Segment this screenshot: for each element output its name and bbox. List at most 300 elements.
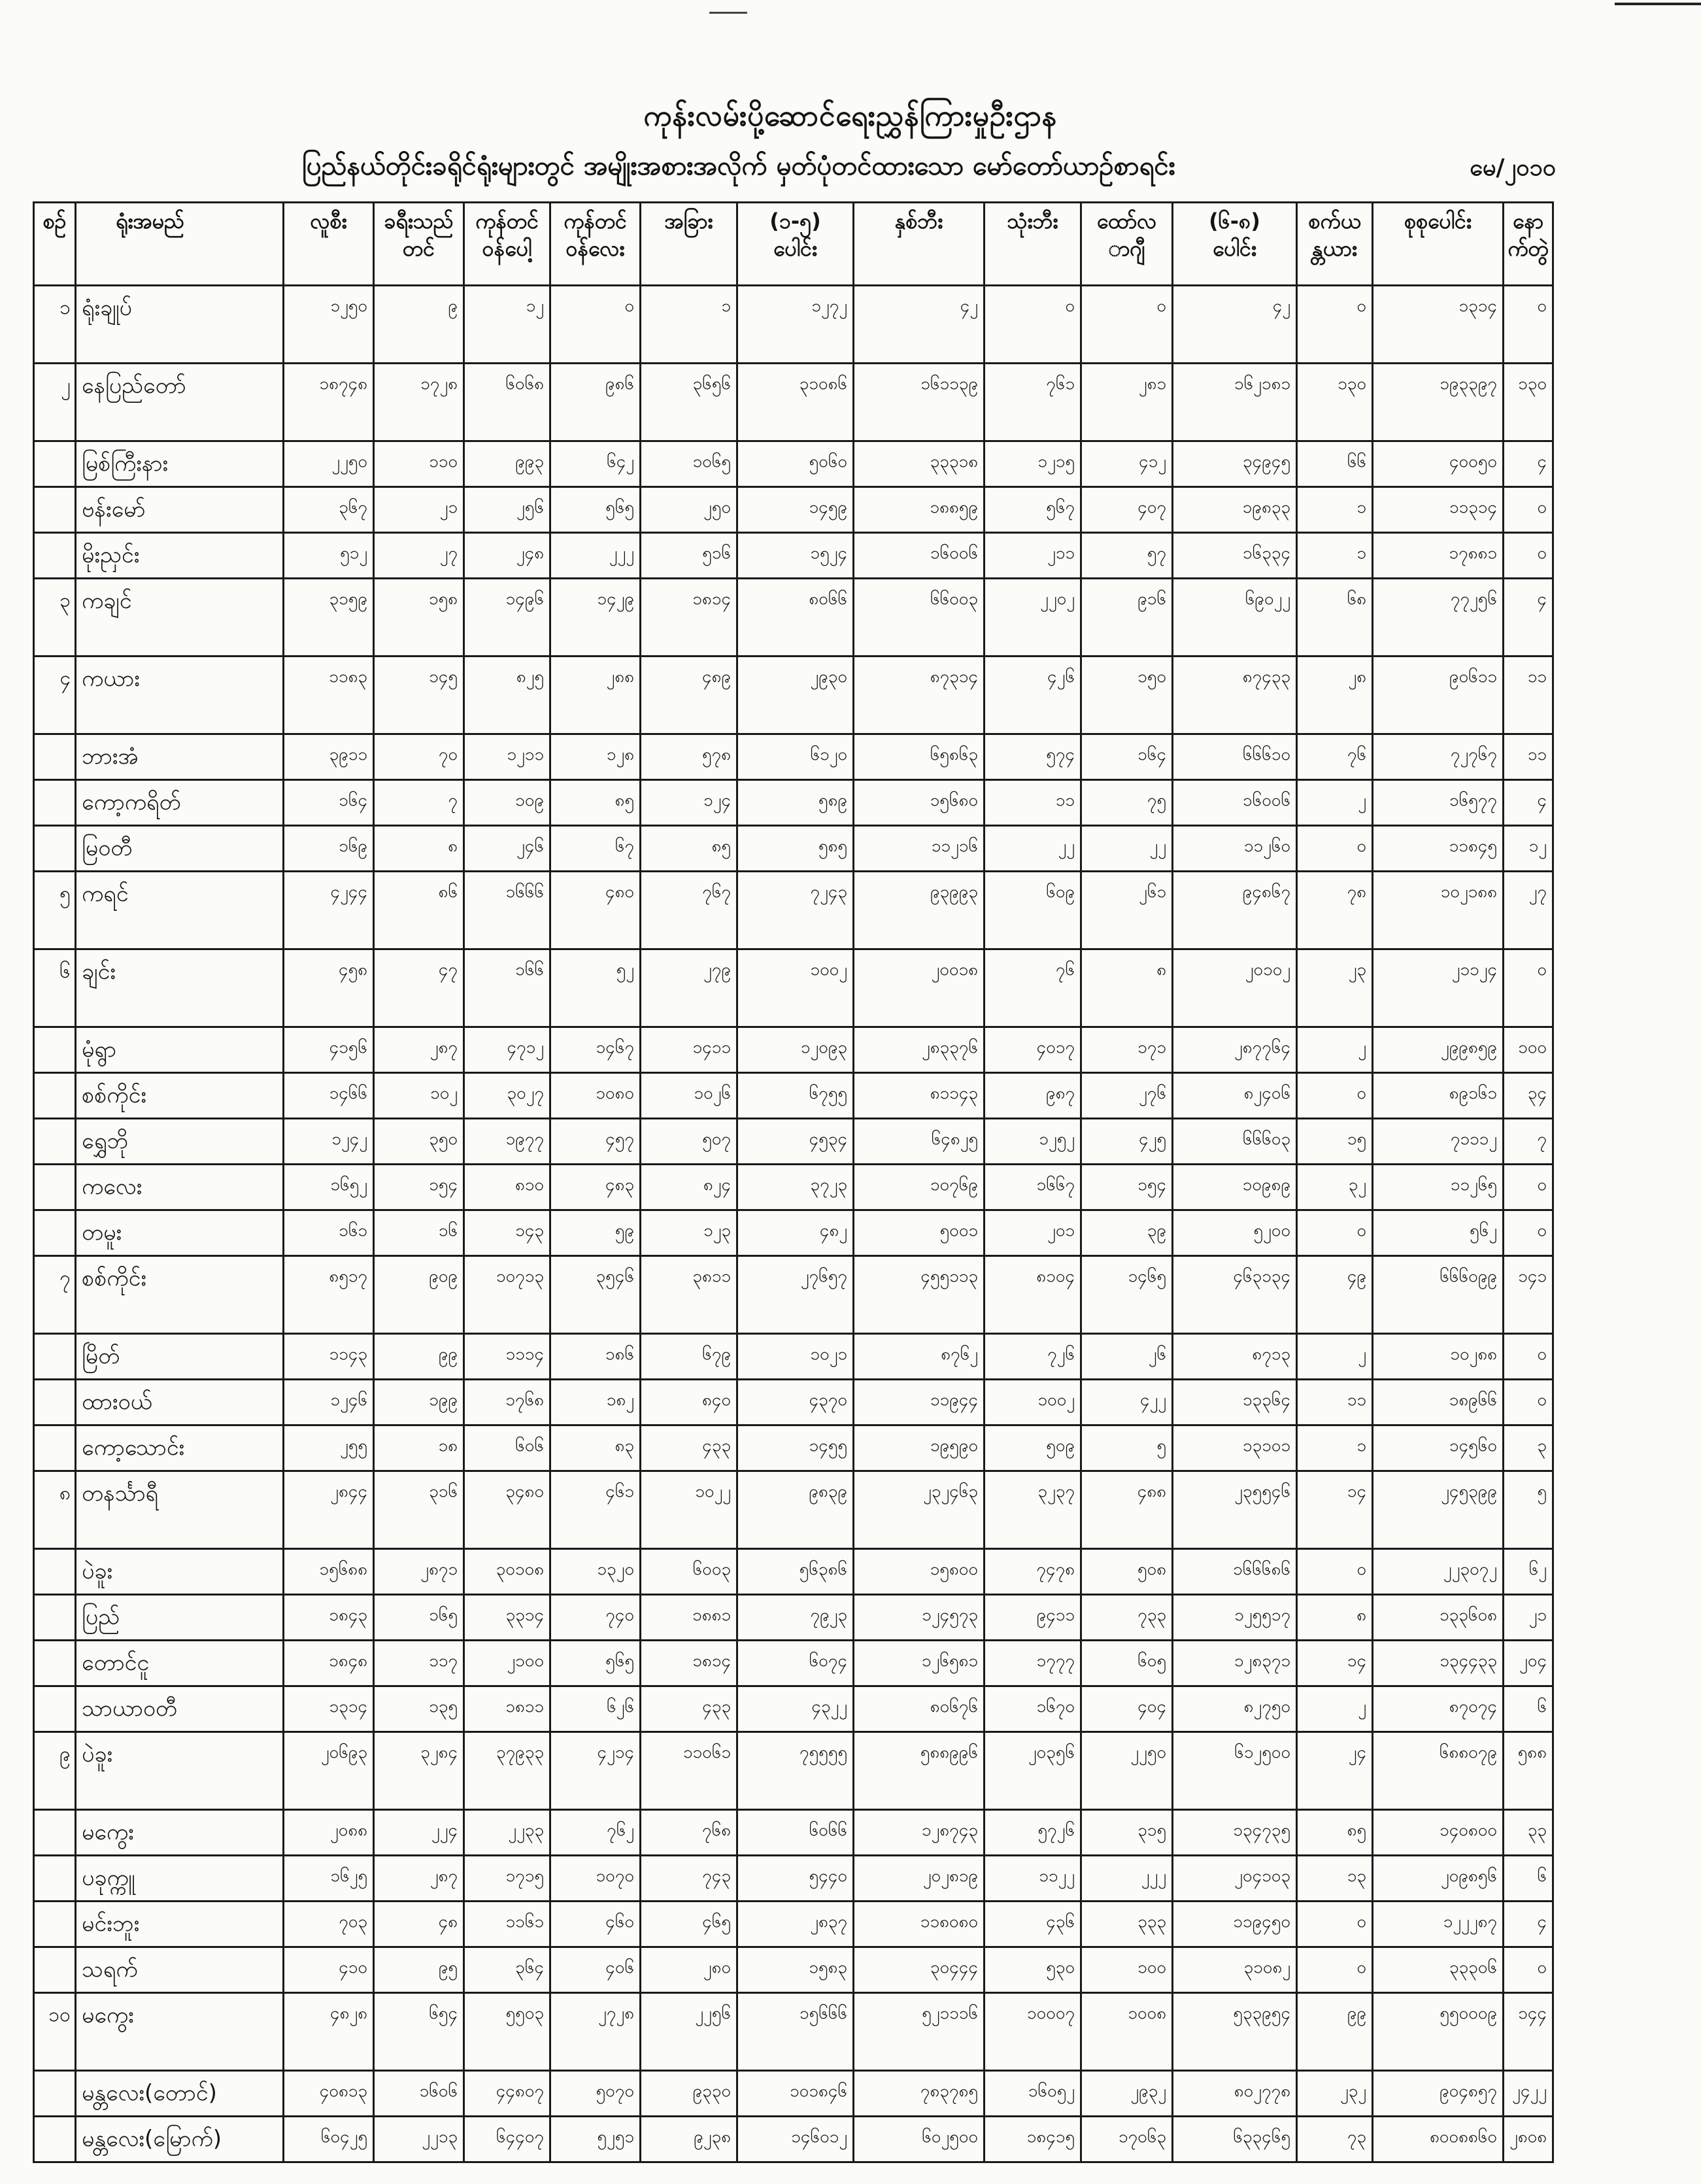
table-cell: ၃၆၇ [284, 487, 374, 533]
table-cell: ၁၁ [1297, 1380, 1373, 1425]
table-cell: ၂၁ [374, 487, 464, 533]
table-cell: ၁၀၀၀၇ [985, 1993, 1081, 2071]
table-cell: ၅၅၀၃ [464, 1993, 550, 2071]
office-name-cell: ပဲခူး [76, 1732, 284, 1810]
table-cell: ၁၀၀၂ [985, 1380, 1081, 1425]
table-cell: ၂၆၁ [1081, 872, 1173, 949]
table-cell: ၁၅၆၈၈ [284, 1549, 374, 1595]
table-cell: ၂၂ [985, 826, 1081, 872]
table-row [34, 734, 1553, 780]
table-cell: ၉၉၃ [464, 441, 550, 487]
table-cell: ၁၂၁၁ [464, 734, 550, 780]
table-cell: ၈၅ [641, 826, 737, 872]
table-cell: ၇၃၃ [1081, 1595, 1173, 1641]
table-row [34, 1549, 1553, 1595]
row-number-cell: ၄ [34, 657, 76, 734]
table-cell: ၁၁၃၁၄ [1373, 487, 1504, 533]
table-cell: ၇ [374, 780, 464, 826]
scan-mark [709, 12, 747, 14]
table-cell: ၁၆၉ [284, 826, 374, 872]
table-cell: ၂၂၀၂ [985, 579, 1081, 657]
row-number-cell: ၃ [34, 579, 76, 657]
table-cell: ၆၁၂၀ [737, 734, 854, 780]
table-cell: ၁၀၂၆ [641, 1073, 737, 1119]
office-name-cell: မိုးညှင်း [76, 533, 284, 579]
table-cell: ၁၁၂၁၆ [854, 826, 985, 872]
table-cell: ၃၅၄၆ [550, 1256, 641, 1334]
table-cell: ၂၈၇၁ [374, 1549, 464, 1595]
row-number-cell: ၆ [34, 949, 76, 1027]
table-cell: ၆၆၆၀၃ [1173, 1119, 1297, 1165]
table-cell: ၅၂ [550, 949, 641, 1027]
table-cell: ၀ [985, 286, 1081, 364]
table-body [34, 286, 1553, 2162]
table-cell: ၁၆၆၆ [464, 872, 550, 949]
table-cell: ၁၁ [985, 780, 1081, 826]
table-cell: ၄ [1504, 579, 1553, 657]
table-row [34, 1334, 1553, 1380]
table-cell: ၉၃၃၀ [641, 2071, 737, 2117]
table-cell: ၅ [1081, 1425, 1173, 1471]
row-number-cell [34, 441, 76, 487]
row-number-cell [34, 1595, 76, 1641]
header-cell [1504, 203, 1553, 286]
header-line-1: ရုံးအမည် [116, 209, 185, 233]
table-cell: ၁၅ [1297, 1119, 1373, 1165]
table-cell: ၂၉၃၀ [737, 657, 854, 734]
table-cell: ၆၆၆၀၉၉ [1373, 1256, 1504, 1334]
table-cell: ၂၂၃၀၇၂ [1373, 1549, 1504, 1595]
table-cell: ၈၇၃၁၄ [854, 657, 985, 734]
table-row [34, 1902, 1553, 1947]
table-cell: ၄ [1504, 441, 1553, 487]
table-cell: ၀ [1297, 1549, 1373, 1595]
table-cell: ၁၀၀ [1504, 1027, 1553, 1073]
table-cell: ၉၈၇ [985, 1073, 1081, 1119]
table-cell: ၉ [374, 286, 464, 364]
table-cell: ၁၃၂၀ [550, 1549, 641, 1595]
table-cell: ၁၃၃၆၄ [1173, 1380, 1297, 1425]
table-cell: ၁၃ [1297, 1856, 1373, 1902]
table-cell: ၅၇ [1081, 533, 1173, 579]
table-cell: ၁၃၀ [1297, 364, 1373, 441]
table-cell: ၂၄၆ [464, 826, 550, 872]
table-cell: ၄၁၅၆ [284, 1027, 374, 1073]
table-cell: ၃၃၃ [1081, 1902, 1173, 1947]
table-cell: ၁၀၀၈ [1081, 1993, 1173, 2071]
table-cell: ၀ [1504, 487, 1553, 533]
table-cell: ၄၂၂ [1081, 1380, 1173, 1425]
table-cell: ၅၆၇ [985, 487, 1081, 533]
row-number-cell [34, 1902, 76, 1947]
table-cell: ၂၄၅၃၉၉ [1373, 1471, 1504, 1549]
table-cell: ၁၄၁ [1504, 1256, 1553, 1334]
table-cell: ၇၈ [1297, 872, 1373, 949]
header-cell [1373, 203, 1504, 286]
table-cell: ၂၄၂၂ [1504, 2071, 1553, 2117]
table-cell: ၆၀၆၈ [464, 364, 550, 441]
table-cell: ၁၆၇၀ [985, 1686, 1081, 1732]
table-cell: ၅၄၄၀ [737, 1856, 854, 1902]
table-cell: ၉၄၈၆၇ [1173, 872, 1297, 949]
table-cell: ၉၃၉၉၃ [854, 872, 985, 949]
table-cell: ၁၆၄ [284, 780, 374, 826]
table-cell: ၁၂၀၉၃ [737, 1027, 854, 1073]
table-cell: ၃၁၅ [1081, 1810, 1173, 1856]
table-cell: ၁၈၉၆၆ [1373, 1380, 1504, 1425]
row-number-cell: ၅ [34, 872, 76, 949]
table-cell: ၅၃၃၉၅၄ [1173, 1993, 1297, 2071]
office-name-cell: မင်းဘူး [76, 1902, 284, 1947]
table-cell: ၁၁၁၄ [464, 1334, 550, 1380]
table-cell: ၁၂၄၆ [284, 1380, 374, 1425]
table-cell: ၁၄၆၅ [1081, 1256, 1173, 1334]
table-cell: ၇၃ [1297, 2117, 1373, 2162]
table-cell: ၅၁၆ [641, 533, 737, 579]
office-name-cell: ရုံးချုပ် [76, 286, 284, 364]
table-cell: ၄၂၄၄ [284, 872, 374, 949]
table-cell: ၃၂၃၇ [985, 1471, 1081, 1549]
table-row [34, 1993, 1553, 2071]
header-cell [464, 203, 550, 286]
table-cell: ၇၅ [1081, 780, 1173, 826]
header-line-1: နော [1512, 209, 1544, 233]
header-cell [284, 203, 374, 286]
table-cell: ၈၁၀၄ [985, 1256, 1081, 1334]
table-cell: ၁၁၈၃ [284, 657, 374, 734]
table-cell: ၁၆၅၂ [284, 1165, 374, 1210]
table-cell: ၁၈၈၅၉ [854, 487, 985, 533]
table-cell: ၁၀၂ [374, 1073, 464, 1119]
header-line-1: အခြား [664, 209, 713, 233]
row-number-cell [34, 1119, 76, 1165]
office-name-cell: သာယာဝတီ [76, 1686, 284, 1732]
row-number-cell [34, 1549, 76, 1595]
office-name-cell: မုံရွာ [76, 1027, 284, 1073]
table-cell: ၂၂၅၀ [1081, 1732, 1173, 1810]
table-cell: ၄၁၂ [1081, 441, 1173, 487]
header-cell [374, 203, 464, 286]
table-cell: ၁၂၇၂ [737, 286, 854, 364]
table-cell: ၅၈၈၉၉၆ [854, 1732, 985, 1810]
table-row [34, 1947, 1553, 1993]
row-number-cell [34, 734, 76, 780]
table-row [34, 487, 1553, 533]
table-cell: ၁၆၁၁၃၉ [854, 364, 985, 441]
table-cell: ၁၀၆၅ [641, 441, 737, 487]
table-cell: ၁၉၇၇ [464, 1119, 550, 1165]
table-row [34, 1686, 1553, 1732]
office-name-cell: ချင်း [76, 949, 284, 1027]
table-cell: ၁၄ [1297, 1471, 1373, 1549]
table-cell: ၇၅၅၅၅ [737, 1732, 854, 1810]
table-cell: ၃၇၉၃၃ [464, 1732, 550, 1810]
table-cell: ၂၀၀၁၈ [854, 949, 985, 1027]
table-cell: ၅၇၂၆ [985, 1810, 1081, 1856]
table-cell: ၅၇၄ [985, 734, 1081, 780]
table-cell: ၂၂၃၃ [464, 1810, 550, 1856]
office-name-cell: စစ်ကိုင်း [76, 1256, 284, 1334]
office-name-cell: မြိတ် [76, 1334, 284, 1380]
table-cell: ၂၈၈ [550, 657, 641, 734]
table-cell: ၃၄၉၄၅ [1173, 441, 1297, 487]
table-cell: ၆ [1504, 1856, 1553, 1902]
table-cell: ၁၄၃ [464, 1210, 550, 1256]
table-cell: ၁၇၁ [1081, 1027, 1173, 1073]
header-line-2: က်တွဲ [1507, 236, 1549, 261]
table-cell: ၁၇၀၆၃ [1081, 2117, 1173, 2162]
table-cell: ၅၀၀၁ [854, 1210, 985, 1256]
table-cell: ၂၈ [1297, 657, 1373, 734]
table-cell: ၁၁၈၄၅ [1373, 826, 1504, 872]
header-line-1: (၁-၅) [769, 209, 821, 233]
table-cell: ၈၇၄၃၃ [1173, 657, 1297, 734]
table-cell: ၄၀၆ [550, 1947, 641, 1993]
office-name-cell: ကချင် [76, 579, 284, 657]
header-line-2: ပေါင်း [1212, 236, 1257, 261]
table-cell: ၁၈၈၁ [641, 1595, 737, 1641]
table-cell: ၀ [1081, 286, 1173, 364]
table-cell: ၂၉၃၂ [1081, 2071, 1173, 2117]
header-line-1: ကုန်တင် [564, 209, 627, 233]
table-cell: ၁၈၄၈ [284, 1641, 374, 1686]
table-cell: ၆၆ [1297, 441, 1373, 487]
table-row [34, 1210, 1553, 1256]
table-cell: ၈၇၀၇၄ [1373, 1686, 1504, 1732]
row-number-cell [34, 1947, 76, 1993]
table-cell: ၃ [1504, 1425, 1553, 1471]
table-cell: ၉၈၆ [550, 364, 641, 441]
table-cell: ၂၈၇ [374, 1856, 464, 1902]
table-cell: ၄၁၀ [284, 1947, 374, 1993]
table-cell: ၂၄ [1297, 1732, 1373, 1810]
office-name-cell: တမူး [76, 1210, 284, 1256]
table-cell: ၂၀၄၁၀၃ [1173, 1856, 1297, 1902]
table-cell: ၄၈၀ [550, 872, 641, 949]
table-cell: ၂၈၇ [374, 1027, 464, 1073]
table-cell: ၈၅ [1297, 1810, 1373, 1856]
table-cell: ၆၈၈၀၇၉ [1373, 1732, 1504, 1810]
table-cell: ၄၈ [374, 1902, 464, 1947]
table-cell: ၁၁၀၆၁ [641, 1732, 737, 1810]
row-number-cell: ၂ [34, 364, 76, 441]
table-cell: ၄၀၈၁၃ [284, 2071, 374, 2117]
table-cell: ၈၂၄၀၆ [1173, 1073, 1297, 1119]
table-cell: ၇၁၁၁၂ [1373, 1119, 1504, 1165]
table-cell: ၂၁၀၀ [464, 1641, 550, 1686]
office-name-cell: မြဝတီ [76, 826, 284, 872]
office-name-cell: တောင်ငူ [76, 1641, 284, 1686]
table-cell: ၁၂၅၅၁၇ [1173, 1595, 1297, 1641]
table-cell: ၁၁၂၆၀ [1173, 826, 1297, 872]
office-name-cell: ပခုက္ကူ [76, 1856, 284, 1902]
table-cell: ၁၆၀၆ [374, 2071, 464, 2117]
table-cell: ၀ [1504, 1947, 1553, 1993]
row-number-cell [34, 1425, 76, 1471]
table-cell: ၄၅၈ [284, 949, 374, 1027]
table-cell: ၄၂၅ [1081, 1119, 1173, 1165]
table-cell: ၈၀၂၇၇၈ [1173, 2071, 1297, 2117]
table-cell: ၈၇၆၂ [854, 1334, 985, 1380]
table-cell: ၄၃၇၀ [737, 1380, 854, 1425]
table-row [34, 1165, 1553, 1210]
table-cell: ၁၄၂၉ [550, 579, 641, 657]
table-cell: ၁၄၆၆ [284, 1073, 374, 1119]
table-cell: ၁၅၈ [374, 579, 464, 657]
table-cell: ၄၂ [1173, 286, 1297, 364]
table-cell: ၄၂၆ [985, 657, 1081, 734]
header-line-1: စက်ယ [1308, 209, 1361, 233]
office-name-cell: နေပြည်တော် [76, 364, 284, 441]
office-name-cell: ပဲခူး [76, 1549, 284, 1595]
table-cell: ၈၃ [550, 1425, 641, 1471]
table-cell: ၂၂၅၀ [284, 441, 374, 487]
table-cell: ၀ [1504, 286, 1553, 364]
table-cell: ၂၁၁၂၄ [1373, 949, 1504, 1027]
table-row [34, 872, 1553, 949]
table-cell: ၁၇၁၅ [464, 1856, 550, 1902]
header-line-1: လူစီး [310, 209, 347, 233]
table-cell: ၁၄၆၀၁၂ [737, 2117, 854, 2162]
row-number-cell [34, 1210, 76, 1256]
table-cell: ၁၈၆ [550, 1334, 641, 1380]
table-cell: ၁ [1297, 1425, 1373, 1471]
table-cell: ၁၆၅၇၇ [1373, 780, 1504, 826]
table-cell: ၇၄၀ [550, 1595, 641, 1641]
table-cell: ၂၃၅၅၄၆ [1173, 1471, 1297, 1549]
table-cell: ၄၆၅ [641, 1902, 737, 1947]
table-cell: ၂၈၄၄ [284, 1471, 374, 1549]
table-cell: ၁၄၆၇ [550, 1027, 641, 1073]
table-cell: ၁၅၆၈၀ [854, 780, 985, 826]
table-cell: ၂၄၈ [464, 533, 550, 579]
table-cell: ၂၂၅၆ [641, 1993, 737, 2071]
table-cell: ၇၆ [985, 949, 1081, 1027]
table-cell: ၆၀၉ [985, 872, 1081, 949]
table-cell: ၁၁ [1504, 657, 1553, 734]
office-name-cell: စစ်ကိုင်း [76, 1073, 284, 1119]
table-cell: ၁၅၄ [374, 1165, 464, 1210]
row-number-cell: ၁ [34, 286, 76, 364]
table-cell: ၅၆၂ [1373, 1210, 1504, 1256]
table-cell: ၁၆ [374, 1210, 464, 1256]
header-line-2: ဝန်ပေါ့ [482, 236, 532, 261]
table-cell: ၉၀၆၁၁ [1373, 657, 1504, 734]
header-line-1: ကုန်တင် [475, 209, 539, 233]
table-cell: ၁၂၄ [641, 780, 737, 826]
header-line-1: ခရီးသည် [384, 209, 454, 233]
table-cell: ၆၆၀၀၃ [854, 579, 985, 657]
header-cell [1081, 203, 1173, 286]
table-cell: ၁၄ [1297, 1641, 1373, 1686]
table-cell: ၂၈၁ [1081, 364, 1173, 441]
row-number-cell [34, 1027, 76, 1073]
table-cell: ၂၂၂ [550, 533, 641, 579]
table-cell: ၃၁၅၉ [284, 579, 374, 657]
table-cell: ၅၂၁၁၁၆ [854, 1993, 985, 2071]
row-number-cell [34, 1165, 76, 1210]
table-cell: ၄၈၉ [641, 657, 737, 734]
table-cell: ၁၅၆၆၆ [737, 1993, 854, 2071]
row-number-cell [34, 1334, 76, 1380]
table-row [34, 1119, 1553, 1165]
table-cell: ၀ [1504, 1380, 1553, 1425]
table-cell: ၄၃၂၂ [737, 1686, 854, 1732]
table-cell: ၁၀၇၆၉ [854, 1165, 985, 1210]
row-number-cell: ၈ [34, 1471, 76, 1549]
table-cell: ၁၁၆၁ [464, 1902, 550, 1947]
table-cell: ၁၀၂၂ [641, 1471, 737, 1549]
table-cell: ၁၉၉ [374, 1380, 464, 1425]
row-number-cell [34, 533, 76, 579]
table-cell: ၅၀၆၀ [737, 441, 854, 487]
table-cell: ၂၇၆၅၇ [737, 1256, 854, 1334]
table-cell: ၁၂၅၀ [284, 286, 374, 364]
table-cell: ၁၃၃၆၀၈ [1373, 1595, 1504, 1641]
table-cell: ၅၃၀ [985, 1947, 1081, 1993]
table-cell: ၁၄၅၉ [737, 487, 854, 533]
table-cell: ၃၅၀ [374, 1119, 464, 1165]
table-cell: ၆၁၂၅၀၀ [1173, 1732, 1297, 1810]
table-cell: ၆၀၂၅၀၀ [854, 2117, 985, 2162]
table-cell: ၁၆၆ [464, 949, 550, 1027]
table-cell: ၆၀၆၆ [737, 1810, 854, 1856]
table-cell: ၈၅ [550, 780, 641, 826]
table-cell: ၅၈၉ [737, 780, 854, 826]
table-cell: ၉၉ [374, 1334, 464, 1380]
table-cell: ၃၉၁၁ [284, 734, 374, 780]
table-cell: ၃၁၀၈၆ [737, 364, 854, 441]
table-row [34, 364, 1553, 441]
table-cell: ၇၂၄၃ [737, 872, 854, 949]
table-cell: ၃၂ [1297, 1165, 1373, 1210]
table-cell: ၇ [1504, 1119, 1553, 1165]
table-cell: ၈၀၀၈၈၆၀ [1373, 2117, 1504, 2162]
table-cell: ၆၉၀၂၂ [1173, 579, 1297, 657]
table-row [34, 2117, 1553, 2162]
office-name-cell: ကော့ကရိတ် [76, 780, 284, 826]
table-cell: ၂၀၈၈ [284, 1810, 374, 1856]
table-cell: ၁၆၀၅၂ [985, 2071, 1081, 2117]
table-cell: ၂ [1297, 1027, 1373, 1073]
table-row [34, 1856, 1553, 1902]
table-cell: ၀ [1504, 533, 1553, 579]
table-cell: ၈ [374, 826, 464, 872]
table-cell: ၃၉ [1081, 1210, 1173, 1256]
table-cell: ၂၃၂ [1297, 2071, 1373, 2117]
table-cell: ၀ [1297, 286, 1373, 364]
table-cell: ၁၂၅၂ [985, 1119, 1081, 1165]
table-cell: ၆၀၀၃ [641, 1549, 737, 1595]
table-cell: ၈ [1297, 1595, 1373, 1641]
table-cell: ၁၁၉၄၅၀ [1173, 1902, 1297, 1947]
table-cell: ၇၈၃၇၈၅ [854, 2071, 985, 2117]
office-name-cell: ကလေး [76, 1165, 284, 1210]
table-cell: ၄၈၃ [550, 1165, 641, 1210]
row-number-cell [34, 1380, 76, 1425]
table-cell: ၄၀၀၅၀ [1373, 441, 1504, 487]
table-cell: ၃၇၂၃ [737, 1165, 854, 1210]
table-cell: ၄၈၂ [737, 1210, 854, 1256]
table-cell: ၁၂ [464, 286, 550, 364]
header-cell [854, 203, 985, 286]
table-row [34, 780, 1553, 826]
table-cell: ၁၇၈၈၁ [1373, 533, 1504, 579]
table-cell: ၁၀၇၀ [550, 1856, 641, 1902]
table-cell: ၆၀၅ [1081, 1641, 1173, 1686]
table-cell: ၈ [1081, 949, 1173, 1027]
header-cell [76, 203, 284, 286]
